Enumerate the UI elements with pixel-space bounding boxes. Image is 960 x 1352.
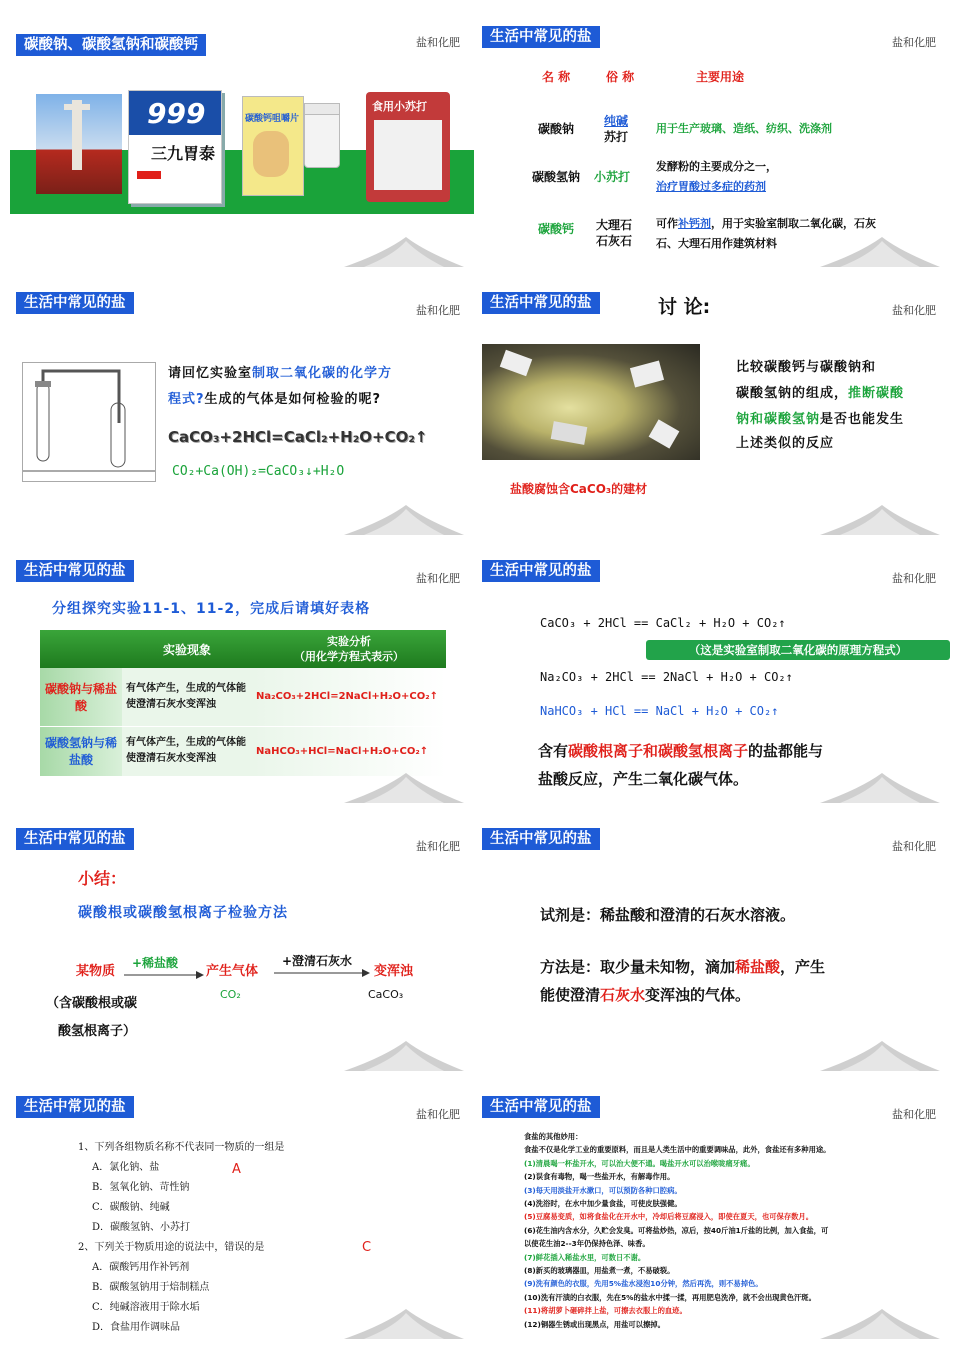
slide-2: [482, 20, 950, 275]
add-hcl-label: +稀盐酸: [132, 956, 179, 970]
calcium-tablets-box: [242, 96, 304, 196]
tip-line: (11)将胡萝卜砸碎拌上盐，可擦去衣服上的血迹。: [524, 1306, 687, 1316]
row2-common: 小苏打: [594, 170, 631, 184]
salt-pile-icon: [820, 769, 940, 803]
row2-use-1: 发酵粉的主要成分之一，: [656, 160, 777, 173]
salt-pile-icon: [344, 1037, 464, 1071]
q1-option-d: D．碳酸氢钠、小苏打: [92, 1222, 191, 1233]
slide-5: [6, 556, 474, 811]
q1-option-c: C．碳酸钠、纯碱: [92, 1202, 170, 1213]
tip-line: (1)清晨喝一杯盐开水，可以治大便不通。喝盐开水可以治喉咙痛牙痛。: [524, 1158, 755, 1168]
salt-pile-icon: [820, 1037, 940, 1071]
slide-title: 生活中常见的盐: [482, 26, 600, 48]
pill-bottle: [304, 110, 340, 168]
col-common: 俗 称: [606, 70, 635, 84]
section-tag: 盐和化肥: [892, 1108, 936, 1121]
row3-use-2: 石、大理石用作建筑材料: [656, 237, 777, 250]
salt-pile-icon: [820, 233, 940, 267]
row2-name: 碳酸氢钠与稀盐酸: [40, 726, 122, 776]
slide-title: 生活中常见的盐: [16, 1096, 134, 1118]
row1-name: 碳酸钠与稀盐酸: [40, 668, 122, 726]
conclusion-line-1: 含有碳酸根离子和碳酸氢根离子的盐都能与: [538, 742, 824, 760]
salt-pile-icon: [344, 1305, 464, 1339]
row1-common-2: 苏打: [604, 130, 629, 144]
tip-line: (5)豆腐易变质，如将食盐化在开水中，冷却后将豆腐浸入，即使在夏天，也可保存数月。: [524, 1212, 814, 1222]
row3-common-1: 大理石: [596, 218, 633, 232]
section-tag: 盐和化肥: [892, 840, 936, 853]
arrow-1-icon: [124, 970, 204, 980]
slide-title: 生活中常见的盐: [482, 1096, 600, 1118]
q2-option-a: A．碳酸钙用作补钙剂: [92, 1262, 190, 1273]
slide-10: [482, 1092, 950, 1347]
section-tag: 盐和化肥: [892, 36, 936, 49]
row3-common-2: 石灰石: [596, 234, 633, 248]
row2-observation: 有气体产生，生成的气体能使澄清石灰水变浑浊: [122, 726, 252, 776]
row2-name: 碳酸氢钠: [532, 170, 581, 184]
bag-label: 食用小苏打: [372, 100, 427, 113]
salt-pile-icon: [344, 233, 464, 267]
col-observation: 实验现象: [162, 642, 211, 657]
col-name: 名 称: [542, 70, 571, 84]
conclusion-line-2: 盐酸反应，产生二氧化碳气体。: [538, 770, 749, 788]
slide-title: 碳酸钠、碳酸氢钠和碳酸钙: [16, 34, 206, 56]
caco3-label: CaCO₃: [368, 988, 404, 1001]
section-tag: 盐和化肥: [892, 304, 936, 317]
photo-caption: 盐酸腐蚀含CaCO₃的建材: [510, 482, 648, 496]
discuss-line-4: 上述类似的反应: [736, 436, 835, 451]
lab-apparatus-figure: [22, 362, 156, 482]
unknown-substance: 某物质: [76, 964, 116, 979]
tip-line: 以使花生油2--3年仍保持色泽、味香。: [524, 1239, 650, 1249]
slide-title: 生活中常见的盐: [482, 560, 600, 582]
tip-line: (4)洗浴时，在水中加少量食盐，可使皮肤强健。: [524, 1199, 682, 1209]
salt-pile-icon: [344, 769, 464, 803]
tip-line: (3)每天用淡盐开水漱口，可以预防各种口腔病。: [524, 1185, 682, 1195]
baking-soda-bag: [366, 92, 450, 202]
discuss-line-2: 碳酸氢钠的组成，推断碳酸: [736, 386, 905, 401]
box-label: 碳酸钙咀嚼片: [245, 114, 300, 124]
tip-line: (9)洗有颜色的衣服，先用5%盐水浸泡10分钟，然后再洗，则不易掉色。: [524, 1279, 763, 1289]
co2-label: CO₂: [220, 988, 241, 1001]
monument-photo: [36, 94, 122, 194]
row3-name: 碳酸钙: [538, 222, 575, 236]
q2-option-c: C．纯碱溶液用于除水垢: [92, 1302, 200, 1313]
salt-pile-icon: [820, 1305, 940, 1339]
equation-3: NaHCO₃ + HCl == NaCl + H₂O + CO₂↑: [540, 704, 779, 718]
tip-line: (6)花生油内含水分，久贮会发臭。可将盐炒热，凉后，按40斤油1斤盐的比例，加入食盐，可: [524, 1225, 829, 1235]
experiment-heading: 分组探究实验11-1、11-2，完成后请填好表格: [52, 601, 371, 617]
discuss-line-1: 比较碳酸钙与碳酸钠和: [736, 360, 877, 375]
slide-title: 生活中常见的盐: [16, 560, 134, 582]
method-line-2: 能使澄清石灰水变浑浊的气体。: [540, 986, 751, 1004]
note-line-2: 酸氢根离子）: [58, 1024, 137, 1039]
tip-line: (8)新买的玻璃器皿，用盐煮一煮，不易破裂。: [524, 1266, 675, 1276]
question-line-1: 请回忆实验室制取二氧化碳的化学方: [168, 366, 393, 381]
corroded-stone-photo: [482, 344, 700, 460]
tip-line: 食盐不仅是化学工业的重要原料，而且是人类生活中的重要调味品，此外，食盐还有多种用途。: [524, 1145, 831, 1155]
tip-line: (7)鲜花插入稀盐水里，可数日不谢。: [524, 1252, 646, 1262]
slide-3: [6, 288, 474, 543]
slide-1: [6, 20, 474, 275]
slide-4: [482, 288, 950, 543]
reagent-line: 试剂是：稀盐酸和澄清的石灰水溶液。: [540, 906, 796, 924]
turbid-result: 变浑浊: [374, 964, 414, 979]
slide-6: [482, 556, 950, 811]
gas-tube-icon: [23, 363, 155, 481]
slide-title: 生活中常见的盐: [16, 828, 134, 850]
slide-title: 生活中常见的盐: [16, 292, 134, 314]
question-1: 1、下列各组物质名称不代表同一物质的一组是: [78, 1142, 285, 1153]
col-use: 主要用途: [696, 70, 745, 84]
gas-produced: 产生气体: [206, 964, 259, 979]
answer-2: C: [362, 1240, 372, 1255]
row3-use-1: 可作补钙剂，用于实验室制取二氧化碳，石灰: [656, 217, 876, 230]
row1-name: 碳酸钠: [538, 122, 575, 136]
summary-heading: 小结：: [78, 869, 127, 888]
slide-title: 生活中常见的盐: [482, 828, 600, 850]
row1-observation: 有气体产生，生成的气体能使澄清石灰水变浑浊: [122, 668, 252, 726]
section-tag: 盐和化肥: [416, 840, 460, 853]
box-number: 999: [147, 97, 206, 130]
equation-2: Na₂CO₃ + 2HCl == 2NaCl + H₂O + CO₂↑: [540, 670, 793, 684]
slide-7: [6, 824, 474, 1079]
q1-option-a: A．氯化钠、盐: [92, 1162, 160, 1173]
discuss-line-3: 钠和碳酸氢钠是否也能发生: [736, 412, 905, 427]
principle-note: （这是实验室制取二氧化碳的原理方程式）: [646, 640, 950, 660]
section-tag: 盐和化肥: [416, 1108, 460, 1121]
row1-equation: Na₂CO₃+2HCl=2NaCl+H₂O+CO₂↑: [252, 668, 446, 726]
add-limewater-label: +澄清石灰水: [282, 954, 353, 968]
row1-common-1: 纯碱: [604, 114, 629, 128]
slide-title: 生活中常见的盐: [482, 292, 600, 314]
arrow-2-icon: [274, 968, 370, 978]
slide-9: [6, 1092, 474, 1347]
medicine-box-999: [128, 90, 222, 204]
answer-1: A: [232, 1162, 241, 1177]
row2-use-2: 治疗胃酸过多症的药剂: [656, 180, 766, 193]
tip-line: (12)铜器生锈或出现黑点，用盐可以擦掉。: [524, 1319, 665, 1329]
section-tag: 盐和化肥: [416, 304, 460, 317]
tip-line: (2)误食有毒物，喝一些盐开水，有解毒作用。: [524, 1172, 675, 1182]
equation-1: CaCO₃ + 2HCl == CaCl₂ + H₂O + CO₂↑: [540, 616, 786, 630]
salt-pile-icon: [820, 501, 940, 535]
col-analysis: 实验分析 （用化学方程式表示）: [294, 635, 404, 663]
q1-option-b: B．氢氧化钠、苛性钠: [92, 1182, 190, 1193]
tip-line: (10)洗有汗渍的白衣服，先在5%的盐水中揉一揉，再用肥皂洗净，就不会出现黄色汗斑。: [524, 1292, 816, 1302]
section-tag: 盐和化肥: [416, 572, 460, 585]
slide-8: [482, 824, 950, 1079]
discuss-heading: 讨 论:: [658, 296, 711, 318]
method-heading: 碳酸根或碳酸氢根离子检验方法: [78, 905, 288, 921]
question-2: 2、下列关于物质用途的说法中，错误的是: [78, 1242, 265, 1253]
equation-caco3: CaCO₃+2HCl=CaCl₂+H₂O+CO₂↑: [168, 428, 428, 446]
row2-equation: NaHCO₃+HCl=NaCl+H₂O+CO₂↑: [252, 726, 446, 776]
equation-limewater: CO₂+Ca(OH)₂=CaCO₃↓+H₂O: [172, 464, 345, 479]
question-line-2: 程式?生成的气体是如何检验的呢?: [168, 392, 382, 407]
note-line-1: （含碳酸根或碳: [46, 996, 138, 1011]
section-tag: 盐和化肥: [892, 572, 936, 585]
section-tag: 盐和化肥: [416, 36, 460, 49]
q2-option-d: D．食盐用作调味品: [92, 1322, 181, 1333]
salt-pile-icon: [344, 501, 464, 535]
box-name: 三九胃泰: [151, 144, 216, 163]
method-line-1: 方法是：取少量未知物，滴加稀盐酸，产生: [540, 958, 826, 976]
salt-tips-list: [524, 1130, 944, 1331]
q2-option-b: B．碳酸氢钠用于焙制糕点: [92, 1282, 210, 1293]
tip-line: 食盐的其他妙用：: [524, 1132, 583, 1141]
experiment-table: [40, 630, 446, 776]
row1-use: 用于生产玻璃、造纸、纺织、洗涤剂: [656, 122, 832, 135]
